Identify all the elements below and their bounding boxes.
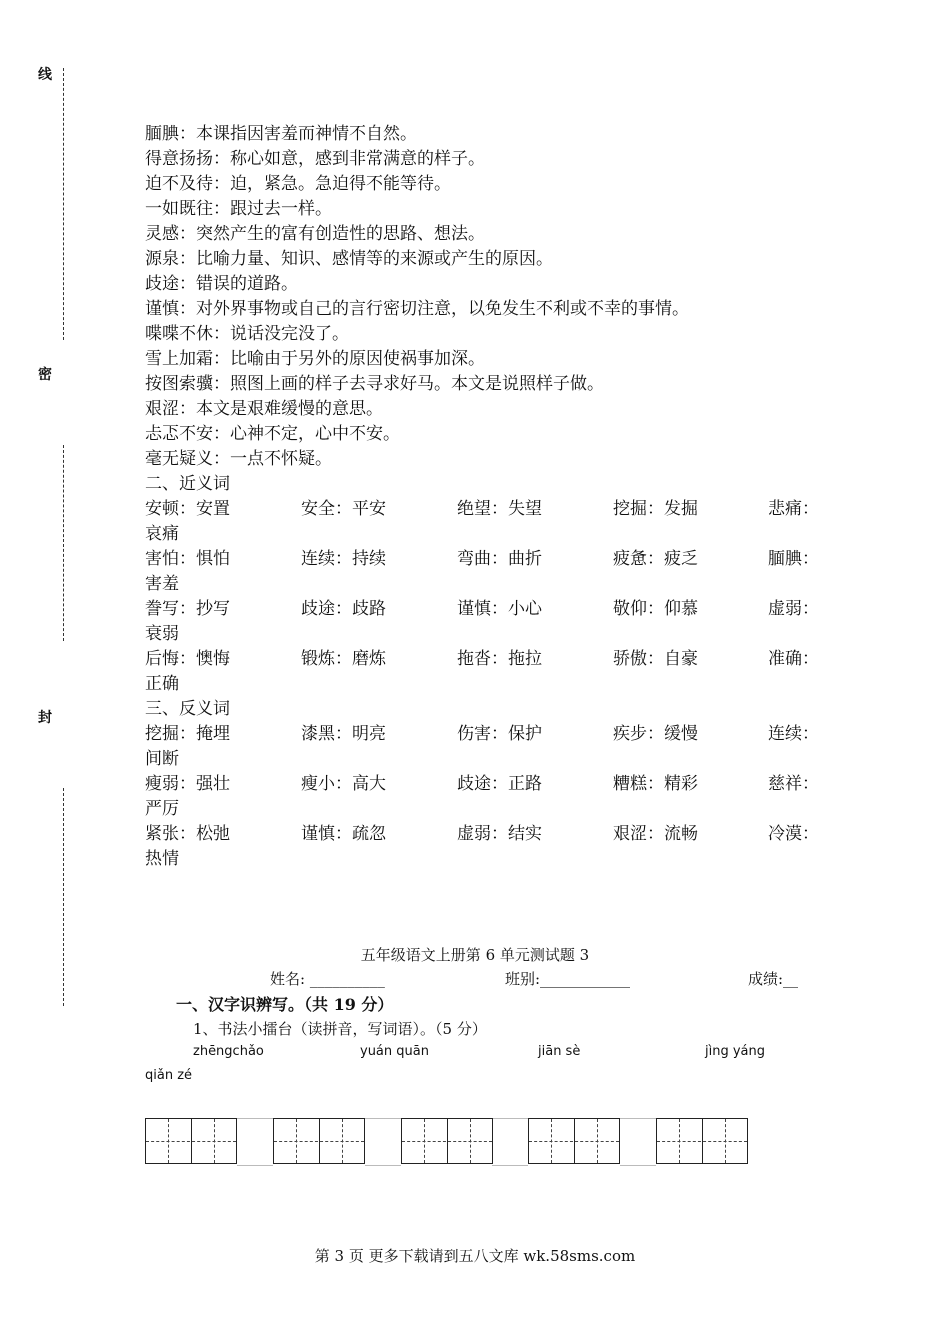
grid-gap [365,1118,401,1166]
word-pair: 悲痛： [768,499,819,519]
word-pair: 瘦小：高大 [301,774,386,794]
word-pair: 伤害：保护 [457,724,542,744]
word-pair: 瘦弱：强壮 [145,774,230,794]
synonyms-heading: 二、近义词 [145,474,230,494]
test-title: 五年级语文上册第 6 单元测试题 3 [360,946,590,964]
definition-line: 喋喋不休：说话没完没了。 [145,324,349,344]
definition-line: 按图索骥：照图上画的样子去寻求好马。本文是说照样子做。 [145,374,604,394]
word-pair-wrap: 间断 [145,749,179,769]
word-pair: 敬仰：仰慕 [613,599,698,619]
word-pair: 疲惫：疲乏 [613,549,698,569]
word-pair: 冷漠： [768,824,819,844]
definition-line: 歧途：错误的道路。 [145,274,298,294]
word-pair: 骄傲：自豪 [613,649,698,669]
synonym-row [145,647,835,697]
pinyin-prompt: jìng yáng [705,1044,765,1059]
word-pair: 后悔：懊悔 [145,649,230,669]
main-content [145,122,835,872]
word-pair: 糟糕：精彩 [613,774,698,794]
word-pair: 准确： [768,649,819,669]
section-heading: 一、汉字识辨写。（共 19 分） [176,995,394,1014]
antonym-row [145,822,835,872]
word-pair: 慈祥： [768,774,819,794]
writing-grid[interactable] [528,1118,620,1164]
class-field-label: 班别:____________ [505,970,631,988]
word-pair: 安顿：安置 [145,499,230,519]
word-pair-wrap: 害羞 [145,574,179,594]
definition-line: 谨慎：对外界事物或自己的言行密切注意，以免发生不利或不幸的事情。 [145,299,689,319]
question-heading: 1、书法小擂台（读拼音，写词语）。（5 分） [193,1020,487,1038]
word-pair: 歧途：歧路 [301,599,386,619]
word-pair: 漆黑：明亮 [301,724,386,744]
definition-line: 忐忑不安：心神不定，心中不安。 [145,424,400,444]
definition-line: 一如既往：跟过去一样。 [145,199,332,219]
antonym-row [145,722,835,772]
word-pair: 安全：平安 [301,499,386,519]
writing-grid[interactable] [145,1118,237,1164]
word-pair: 歧途：正路 [457,774,542,794]
word-pair: 挖掘：掩埋 [145,724,230,744]
definition-line: 雪上加霜：比喻由于另外的原因使祸事加深。 [145,349,485,369]
word-pair: 挖掘：发掘 [613,499,698,519]
definition-line: 源泉：比喻力量、知识、感情等的来源或产生的原因。 [145,249,553,269]
definition-line: 迫不及待：迫，紧急。急迫得不能等待。 [145,174,451,194]
synonyms-list [145,497,835,697]
definition-line: 灵感：突然产生的富有创造性的思路、想法。 [145,224,485,244]
pinyin-prompt: zhēngchǎo [193,1044,264,1059]
definition-line: 艰涩：本文是艰难缓慢的意思。 [145,399,383,419]
page-footer: 第 3 页 更多下载请到五八文库 wk.58sms.com [314,1247,636,1265]
margin-dash-line [63,788,64,1006]
word-pair: 连续： [768,724,819,744]
writing-grid[interactable] [401,1118,493,1164]
antonym-row [145,772,835,822]
name-field-label: 姓名: __________ [270,970,385,988]
word-pair-wrap: 哀痛 [145,524,179,544]
pinyin-prompt: yuán quān [360,1044,429,1059]
word-pair: 虚弱： [768,599,819,619]
word-pair: 疾步：缓慢 [613,724,698,744]
word-pair: 艰涩：流畅 [613,824,698,844]
word-pair: 誊写：抄写 [145,599,230,619]
word-pair: 连续：持续 [301,549,386,569]
synonym-row [145,497,835,547]
word-pair: 紧张：松弛 [145,824,230,844]
word-pair: 谨慎：小心 [457,599,542,619]
grid-gap [237,1118,273,1166]
word-pair: 锻炼：磨炼 [301,649,386,669]
word-pair: 腼腆： [768,549,819,569]
word-pair: 害怕：惧怕 [145,549,230,569]
definition-line: 毫无疑义：一点不怀疑。 [145,449,332,469]
antonyms-heading: 三、反义词 [145,699,230,719]
word-pair: 弯曲：曲折 [457,549,542,569]
antonyms-list [145,722,835,872]
margin-char-xian: 线 [38,67,52,83]
margin-dash-line [63,445,64,641]
definition-line: 得意扬扬：称心如意，感到非常满意的样子。 [145,149,485,169]
definition-list [145,122,835,472]
grid-gap [620,1118,656,1166]
pinyin-prompt: qiǎn zé [145,1068,193,1083]
margin-dash-line [63,68,64,340]
word-pair: 拖沓：拖拉 [457,649,542,669]
binding-margin [34,60,64,1020]
word-pair: 虚弱：结实 [457,824,542,844]
margin-char-mi: 密 [38,367,52,383]
word-pair-wrap: 正确 [145,674,179,694]
definition-line: 腼腆：本课指因害羞而神情不自然。 [145,124,417,144]
synonym-row [145,597,835,647]
writing-grid[interactable] [273,1118,365,1164]
synonym-row [145,547,835,597]
score-field-label: 成绩:__ [748,970,799,988]
word-pair-wrap: 衰弱 [145,624,179,644]
margin-char-feng: 封 [38,710,52,726]
writing-grid[interactable] [656,1118,748,1164]
word-pair: 绝望：失望 [457,499,542,519]
grid-gap [492,1118,528,1166]
word-pair: 谨慎：疏忽 [301,824,386,844]
pinyin-prompt: jiān sè [538,1044,581,1059]
word-pair-wrap: 严厉 [145,799,179,819]
word-pair-wrap: 热情 [145,849,179,869]
